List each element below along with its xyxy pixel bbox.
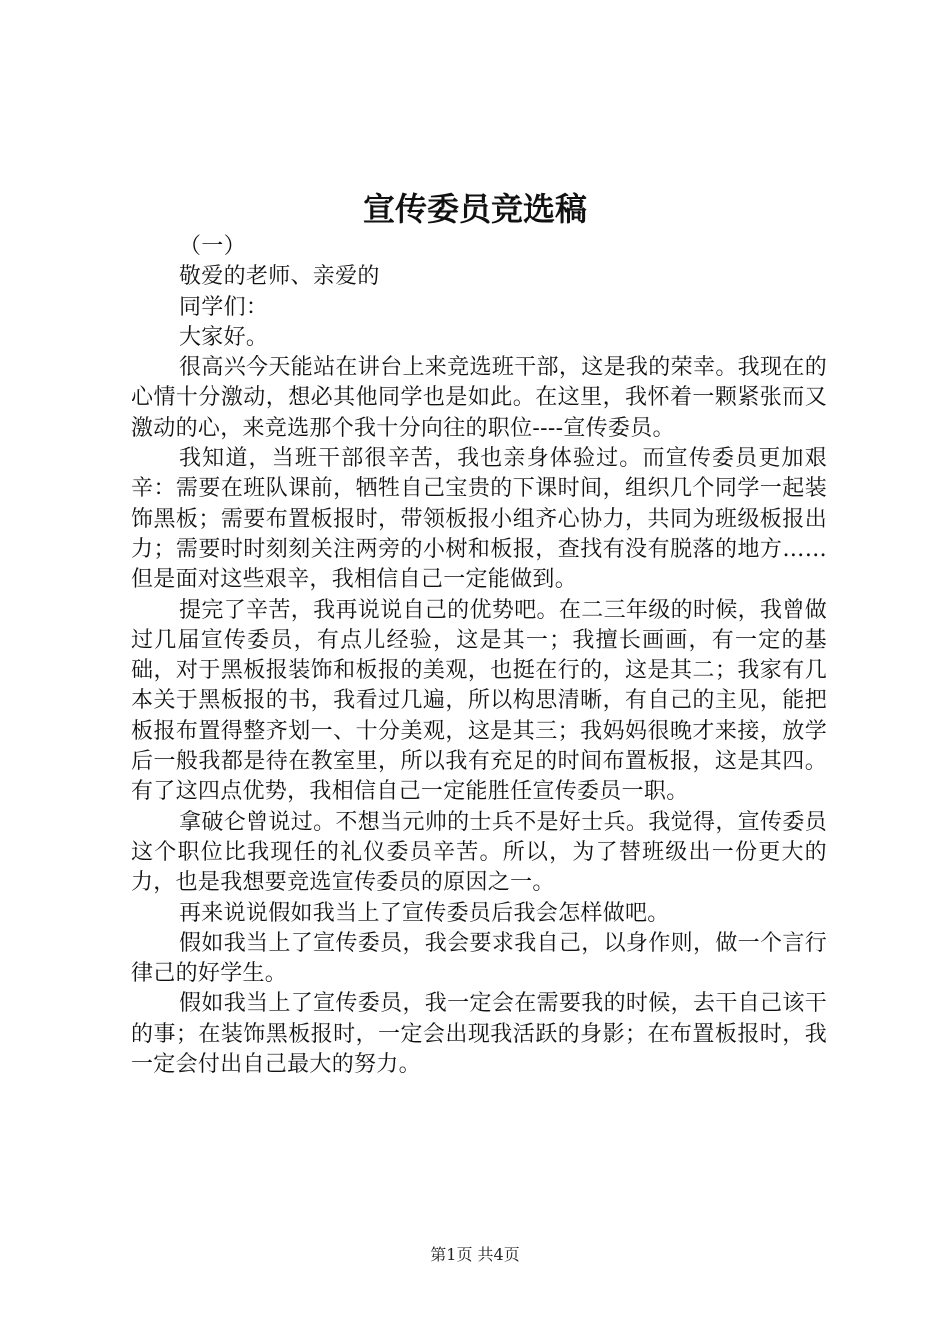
paragraph: 敬爱的老师、亲爱的 bbox=[179, 264, 380, 290]
paragraph: 大家好。 bbox=[179, 324, 269, 350]
document-title: 宣传委员竞选稿 bbox=[362, 190, 587, 228]
paragraph: 假如我当上了宣传委员，我一定会在需要我的时候，去干自己该干的事；在装饰黑板报时，一定会出现我活跃的身影；在布置板报时，我一定会付出自己最大的努力。 bbox=[131, 991, 827, 1078]
page-footer: 第1页 共4页 bbox=[430, 1245, 520, 1264]
paragraph: 再来说说假如我当上了宣传委员后我会怎样做吧。 bbox=[179, 900, 670, 926]
paragraph: 很高兴今天能站在讲台上来竞选班干部，这是我的荣幸。我现在的心情十分激动，想必其他同学也是如此。在这里，我怀着一颗紧张而又激动的心，来竞选那个我十分向往的职位----宣传委员。 bbox=[131, 355, 827, 441]
paragraph: 假如我当上了宣传委员，我会要求我自己，以身作则，做一个言行律己的好学生。 bbox=[131, 930, 827, 987]
paragraph: 同学们： bbox=[179, 294, 269, 320]
paragraph: （一） bbox=[179, 234, 246, 259]
paragraph: 提完了辛苦，我再说说自己的优势吧。在二三年级的时候，我曾做过几届宣传委员，有点儿经验，这是其一；我擅长画画，有一定的基础，对于黑板报装饰和板报的美观，也挺在行的，这是其二；我家有几本关于黑板报的书，我看过几遍，所以构思清晰，有自己的主见，能把板报布置得整齐划一、十分美观，这是其三；我妈妈很晚才来接，放学后一般我都是待在教室里，所以我有充足的时间布置板报，这是其四。有了这四点优势，我相信自己一定能胜任宣传委员一职。 bbox=[131, 597, 827, 805]
paragraph: 拿破仑曾说过。不想当元帅的士兵不是好士兵。我觉得，宣传委员这个职位比我现任的礼仪委员辛苦。所以，为了替班级出一份更大的力，也是我想要竞选宣传委员的原因之一。 bbox=[131, 809, 827, 896]
paragraph: 我知道，当班干部很辛苦，我也亲身体验过。而宣传委员更加艰辛：需要在班队课前，牺牲自己宝贵的下课时间，组织几个同学一起装饰黑板；需要布置板报时，带领板报小组齐心协力，共同为班级板报出力；需要时时刻刻关注两旁的小树和板报，查找有没有脱落的地方……但是面对这些艰辛，我相信自己一定能做到。 bbox=[131, 446, 827, 593]
document-body bbox=[131, 232, 827, 1080]
